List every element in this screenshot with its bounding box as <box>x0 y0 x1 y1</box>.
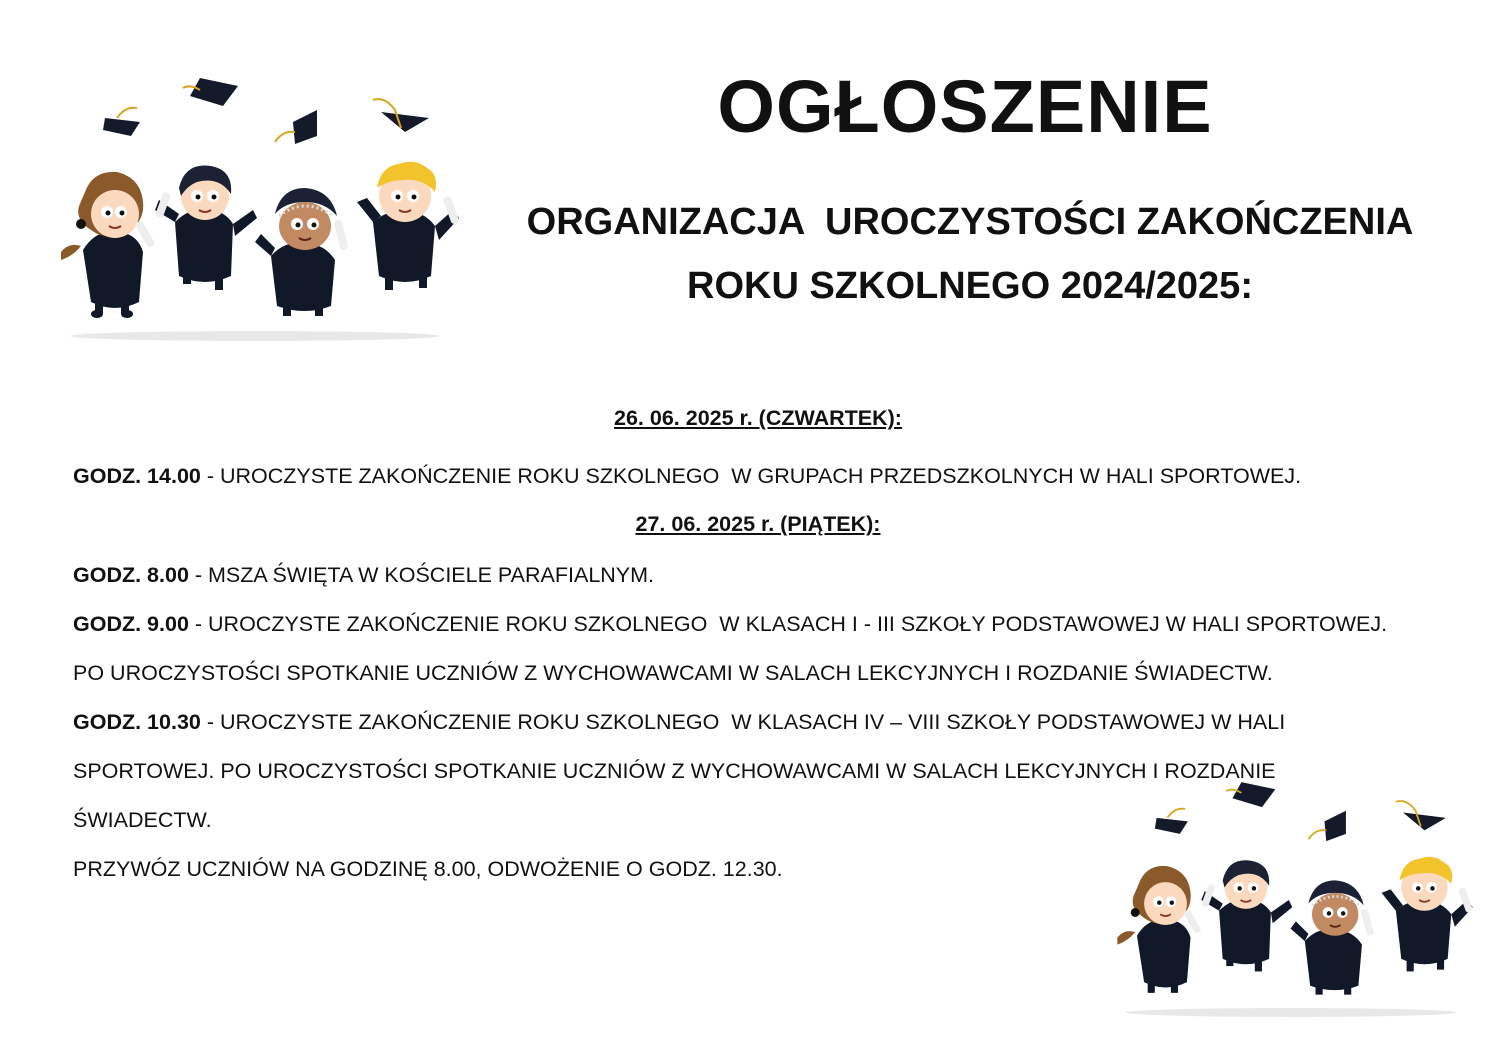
subtitle-line: ORGANIZACJA UROCZYSTOŚCI ZAKOŃCZENIA <box>526 201 1414 243</box>
graduation-cap-icon <box>1155 809 1188 834</box>
graduate-child-figure <box>1382 857 1474 972</box>
graduate-child-figure <box>1291 880 1375 994</box>
graduation-cap-icon <box>275 110 317 144</box>
schedule-time: GODZ. 10.30 <box>73 710 201 734</box>
date-heading-friday: 27. 06. 2025 r. (PIĄTEK): <box>635 512 881 536</box>
schedule-text: ŚWIADECTW. <box>73 808 212 832</box>
schedule-line <box>73 855 783 883</box>
announcement-subtitle <box>500 190 1440 318</box>
schedule-text: PO UROCZYSTOŚCI SPOTKANIE UCZNIÓW Z WYCHOWAWCAMI W SALACH LEKCYJNYCH I ROZDANIE ŚWIADECTW. <box>73 661 1273 685</box>
schedule-line <box>73 708 1285 736</box>
graduate-child-figure <box>357 162 460 290</box>
graduation-cap-icon <box>1396 801 1446 830</box>
schedule-line <box>73 659 1273 687</box>
graduate-child-figure <box>1117 866 1201 993</box>
graduation-cap-icon <box>1308 811 1346 841</box>
schedule-text: - UROCZYSTE ZAKOŃCZENIE ROKU SZKOLNEGO W KLASACH I - III SZKOŁY PODSTAWOWEJ W HALI SPORTOWEJ. <box>188 612 1388 636</box>
graduates-illustration-top <box>55 70 465 350</box>
graduation-cap-icon <box>1226 782 1275 807</box>
schedule-line <box>73 610 1387 638</box>
graduate-child-figure <box>155 165 257 290</box>
graduate-child-figure <box>255 188 349 316</box>
schedule-text: PRZYWÓZ UCZNIÓW NA GODZINĘ 8.00, ODWOŻENIE O GODZ. 12.30. <box>73 857 783 881</box>
date-heading-thursday: 26. 06. 2025 r. (CZWARTEK): <box>614 406 902 430</box>
schedule-line <box>73 561 654 589</box>
graduation-cap-icon <box>183 78 238 106</box>
graduation-cap-icon <box>103 108 140 136</box>
schedule-time: GODZ. 14.00 <box>73 464 201 488</box>
page-title: OGŁOSZENIE <box>717 65 1213 148</box>
graduates-illustration-bottom <box>1110 775 1480 1025</box>
graduation-cap-icon <box>373 99 429 132</box>
schedule-line <box>73 806 212 834</box>
schedule-text: - MSZA ŚWIĘTA W KOŚCIELE PARAFIALNYM. <box>188 563 655 587</box>
schedule-line <box>73 462 1301 490</box>
graduate-child-figure <box>1201 860 1292 971</box>
schedule-time: GODZ. 8.00 <box>73 563 189 587</box>
schedule-line <box>73 757 1276 785</box>
schedule-text: - UROCZYSTE ZAKOŃCZENIE ROKU SZKOLNEGO W KLASACH IV – VIII SZKOŁY PODSTAWOWEJ W HALI <box>200 710 1286 734</box>
graduate-child-figure <box>61 172 155 318</box>
subtitle-line: ROKU SZKOLNEGO 2024/2025: <box>687 265 1253 307</box>
schedule-text: - UROCZYSTE ZAKOŃCZENIE ROKU SZKOLNEGO W GRUPACH PRZEDSZKOLNYCH W HALI SPORTOWEJ. <box>200 464 1302 488</box>
schedule-text: SPORTOWEJ. PO UROCZYSTOŚCI SPOTKANIE UCZNIÓW Z WYCHOWAWCAMI W SALACH LEKCYJNYCH I ROZDANIE <box>73 759 1276 783</box>
schedule-time: GODZ. 9.00 <box>73 612 189 636</box>
